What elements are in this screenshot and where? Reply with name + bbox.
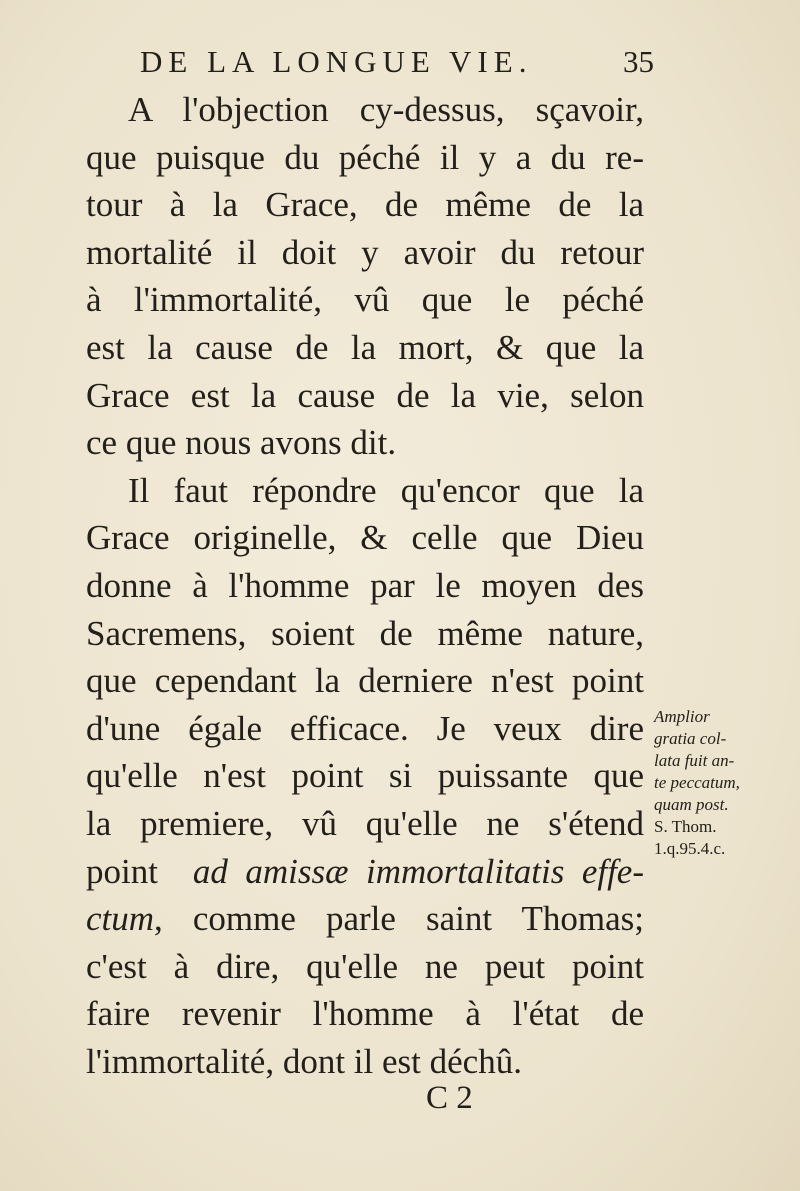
marginal-line: lata fuit an- xyxy=(654,751,735,770)
marginal-line: te peccatum, xyxy=(654,773,740,792)
text-line: la premiere, vû qu'elle ne s'étend xyxy=(86,803,644,843)
text-line: c'est à dire, qu'elle ne peut point xyxy=(86,946,644,986)
text-line: ce que nous avons dit. xyxy=(86,423,397,463)
marginal-note xyxy=(654,706,794,860)
marginal-line: quam post. xyxy=(654,795,729,814)
page-number: 35 xyxy=(623,44,654,79)
text-line: Sacremens, soient de même nature, xyxy=(86,613,644,653)
running-head xyxy=(140,44,660,88)
text-fragment: , comme parle saint Thomas; xyxy=(154,899,644,939)
text-line: Grace est la cause de la vie, selon xyxy=(86,375,644,415)
text-fragment: point xyxy=(86,851,158,891)
text-line: Grace originelle, & celle que Dieu xyxy=(86,518,644,558)
marginal-line: 1.q.95.4.c. xyxy=(654,839,726,858)
marginal-line: S. Thom. xyxy=(654,817,717,836)
text-line: Il faut répondre qu'encor que la xyxy=(128,470,644,510)
text-line: est la cause de la mort, & que la xyxy=(86,327,644,367)
text-line-mixed xyxy=(86,848,644,896)
text-line: l'immortalité, dont il est déchû. xyxy=(86,1041,522,1081)
marginal-line: Amplior xyxy=(654,707,710,726)
body-text xyxy=(86,86,644,1085)
text-line: mortalité il doit y avoir du retour xyxy=(86,232,644,272)
text-line: donne à l'homme par le moyen des xyxy=(86,565,644,605)
signature-mark: C 2 xyxy=(426,1080,473,1116)
text-line: A l'objection cy-dessus, sçavoir, xyxy=(128,90,644,129)
text-line: que cependant la derniere n'est point xyxy=(86,661,644,701)
text-line-mixed xyxy=(86,895,644,943)
text-line: qu'elle n'est point si puissante que xyxy=(86,756,644,796)
text-line: tour à la Grace, de même de la xyxy=(86,185,644,225)
latin-quote: ad amissæ immortalitatis effe- xyxy=(192,851,644,891)
running-title: DE LA LONGUE VIE. xyxy=(140,44,533,79)
text-line: faire revenir l'homme à l'état de xyxy=(86,994,644,1034)
latin-quote: ctum xyxy=(86,899,155,939)
text-line: à l'immortalité, vû que le péché xyxy=(86,280,644,320)
marginal-line: gratia col- xyxy=(654,729,727,748)
text-line: d'une égale efficace. Je veux dire xyxy=(86,708,644,748)
text-line: que puisque du péché il y a du re- xyxy=(86,137,644,177)
